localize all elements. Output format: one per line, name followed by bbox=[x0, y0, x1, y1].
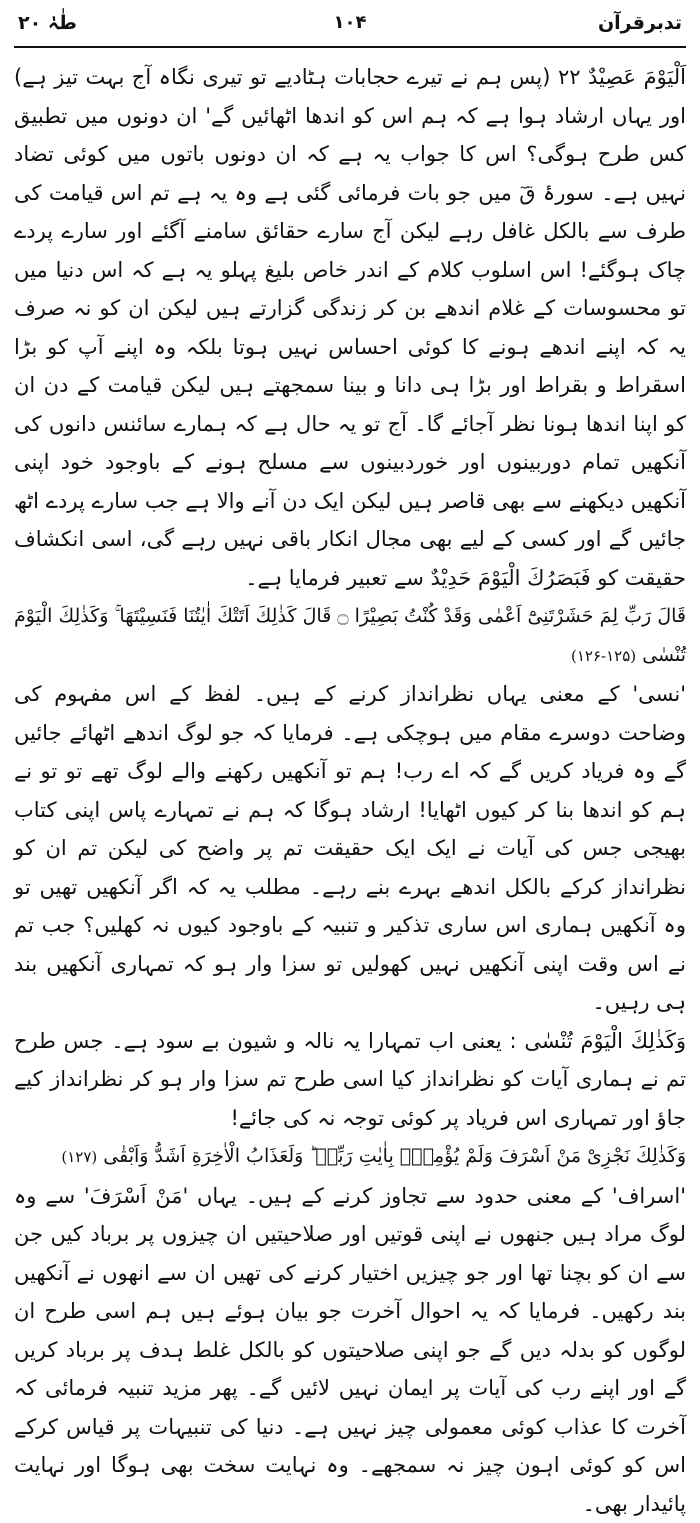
verse-text: وَكَذٰلِكَ نَجْزِیْ مَنْ اَسْرَفَ وَلَمْ یُؤْمِنْۢ بِاٰیٰتِ رَبِّهٖ ؕ وَلَعَذَابُ الْاٰخِرَةِ اَشَدُّ وَاَبْقٰی bbox=[103, 1145, 686, 1167]
quran-verse bbox=[14, 1137, 686, 1177]
page-header bbox=[14, 6, 686, 48]
commentary-paragraph: 'نسی' کے معنی یہاں نظرانداز کرنے کے ہیں۔ لفظ کے اس مفہوم کی وضاحت دوسرے مقام میں ہوچکی ہے۔ فرمایا کہ جو لوگ اندھے اٹھائے جائیں گے وہ فریاد کریں گے کہ اے رب! ہم تو آنکھیں رکھنے والے لوگ تھے تو تو نے ہم کو اندھا بنا کر کیوں اٹھایا! ارشاد ہوگا کہ ہم نے تمہارے پاس اپنی کتاب بھیجی جس کی آیات نے ایک ایک حقیقت تم پر واضح کی لیکن تم ان کو نظرانداز کرکے بالکل اندھے بہرے بنے رہے۔ مطلب یہ کہ اگر آنکھیں تھیں تو وہ آنکھیں ہماری اس ساری تذکیر و تنبیہ کے باوجود کیوں نہ کھلیں؟ جب تم نے اس وقت اپنی آنکھیں نہیں کھولیں تو سزا وار ہو کہ تمہاری آنکھیں بند ہی رہیں۔ bbox=[14, 675, 686, 1022]
commentary-paragraph: وَكَذٰلِكَ الْیَوْمَ تُنْسٰی : یعنی اب تمہارا یہ نالہ و شیون بے سود ہے۔ جس طرح تم نے ہماری آیات کو نظرانداز کیا اسی طرح تم سزا وار ہو کر نظرانداز کیے جاؤ اور تمہاری اس فریاد پر کوئی توجہ نہ کی جائے! bbox=[14, 1022, 686, 1138]
verse-reference: (۱۲۷) bbox=[61, 1148, 97, 1166]
book-title: تدبرقرآن bbox=[598, 12, 682, 34]
verse-reference: (۱۲۵-۱۲۶) bbox=[571, 647, 636, 665]
page-body bbox=[14, 48, 686, 1523]
verse-text: قَالَ رَبِّ لِمَ حَشَرْتَنِیْٓ اَعْمٰی وَقَدْ كُنْتُ بَصِیْرًا ۝ قَالَ كَذٰلِكَ اَتَتْكَ اٰیٰتُنَا فَنَسِیْتَهَا ۚ وَكَذٰلِكَ الْیَوْمَ تُنْسٰی bbox=[14, 605, 686, 666]
commentary-paragraph: اَلْیَوْمَ عَصِیْدٌ ۲۲ (پس ہم نے تیرے حجابات ہٹادیے تو تیری نگاہ آج بہت تیز ہے) اور یہاں ارشاد ہوا ہے کہ ہم اس کو اندھا اٹھائیں گے' ان دونوں میں تطبیق کس طرح ہوگی؟ اس کا جواب یہ ہے کہ ان دونوں باتوں میں کوئی تضاد نہیں ہے۔ سورۂ قٓ میں جو بات فرمائی گئی ہے وہ یہ ہے تم اس قیامت کی طرف سے بالکل غافل رہے لیکن آج سارے حقائق سامنے آگئے اور سارے پردے چاک ہوگئے! اس اسلوب کلام کے اندر خاص بلیغ پہلو یہ ہے کہ اس دنیا میں تو محسوسات کے غلام اندھے بن کر زندگی گزارتے ہیں لیکن ان کو نہ صرف یہ کہ اپنے اندھے ہونے کا کوئی احساس نہیں ہوتا بلکہ وہ اپنے آپ کو بڑا اسقراط و بقراط اور بڑا ہی دانا و بینا سمجھتے ہیں لیکن قیامت کے دن ان کو اپنا اندھا ہونا نظر آجائے گا۔ آج تو یہ حال ہے کہ ہمارے سائنس دانوں کی آنکھیں تمام دوربینوں اور خوردبینوں سے مسلح ہونے کے باوجود خود اپنی آنکھیں دیکھنے سے بھی قاصر ہیں لیکن ایک دن آنے والا ہے جب سارے پردے اٹھ جائیں گے اور کسی کے لیے بھی مجال انکار باقی نہیں رہے گی، اسی انکشاف حقیقت کو فَبَصَرُكَ الْیَوْمَ حَدِیْدٌ سے تعبیر فرمایا ہے۔ bbox=[14, 58, 686, 597]
surah-label: طٰہٰ ۲۰ bbox=[18, 12, 77, 34]
commentary-paragraph: 'اسراف' کے معنی حدود سے تجاوز کرنے کے ہیں۔ یہاں 'مَنْ اَسْرَفَ' سے وہ لوگ مراد ہیں جنھوں نے اپنی قوتیں اور صلاحیتیں ان چیزوں پر برباد کیں جن سے ان کو بچنا تھا اور جو چیزیں اختیار کرنے کی تھیں ان سے انھوں نے آنکھیں بند رکھیں۔ فرمایا کہ یہ احوال آخرت جو بیان ہوئے ہیں ہم اسی طرح ان لوگوں کو بدلہ دیں گے جو اپنی صلاحیتوں کو بالکل غلط ہدف پر برباد کریں گے اور اپنے رب کی آیات پر ایمان نہیں لائیں گے۔ پھر مزید تنبیہ فرمائی کہ آخرت کا عذاب کوئی معمولی چیز نہیں ہے۔ دنیا کی تنبیہات پر قیاس کرکے اس کو کوئی اہون چیز نہ سمجھے۔ وہ نہایت سخت بھی ہوگا اور نہایت پائیدار بھی۔ bbox=[14, 1177, 686, 1523]
quran-verse bbox=[14, 597, 686, 675]
page-number: ۱۰۴ bbox=[14, 12, 686, 33]
